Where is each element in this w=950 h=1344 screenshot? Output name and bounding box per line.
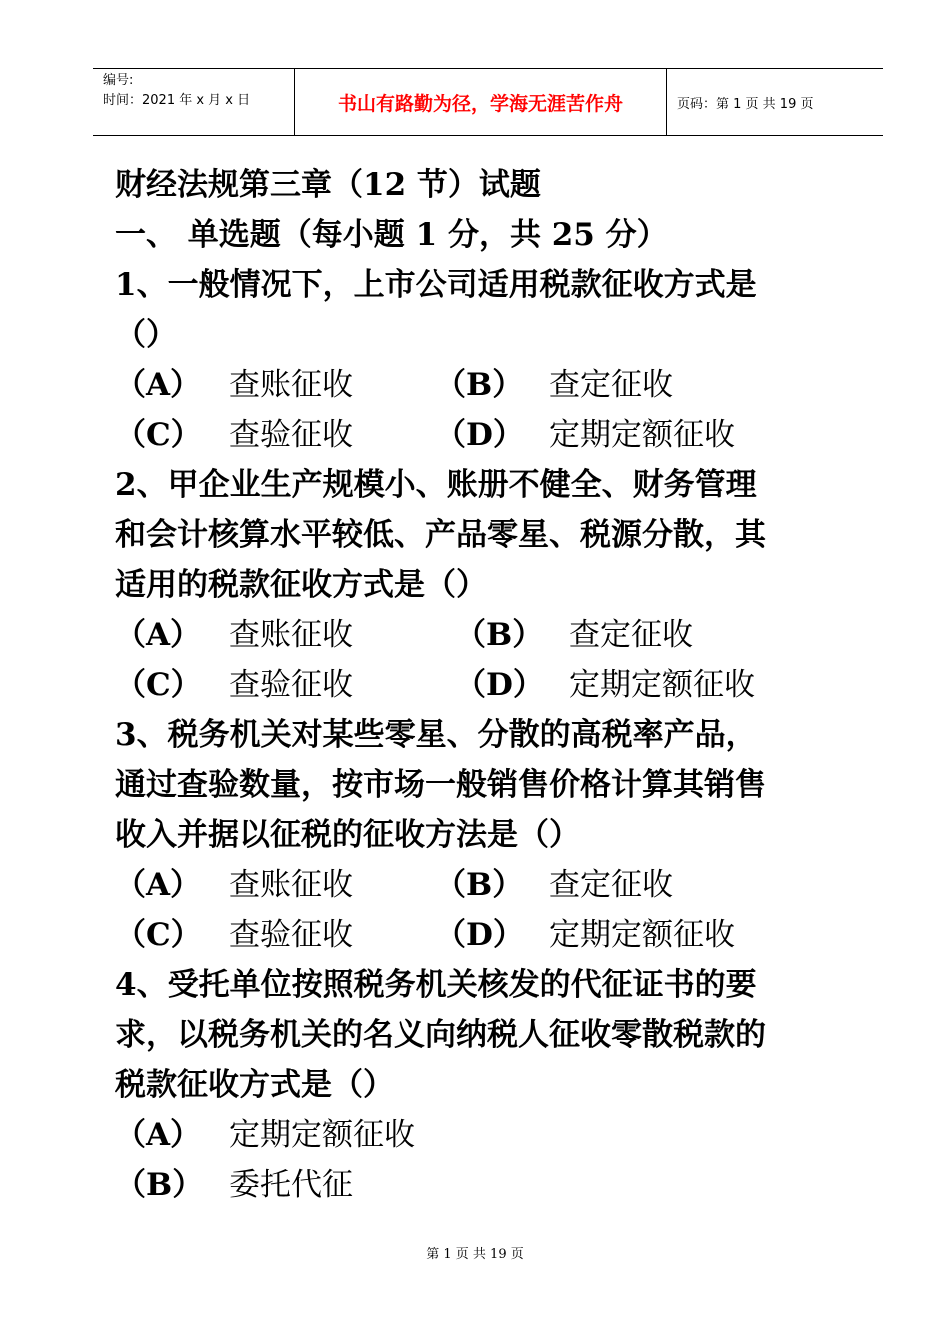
- question-3-line-2: 通过查验数量，按市场一般销售价格计算其销售: [115, 767, 766, 803]
- option-key: （B）: [435, 367, 524, 403]
- question-1-line-2: （）: [115, 317, 177, 353]
- question-4-options-row-1: [115, 1110, 875, 1160]
- document-title: 财经法规第三章（12 节）试题: [115, 167, 541, 203]
- option-text: 定期定额征收: [549, 917, 735, 953]
- option-key: （C）: [115, 667, 202, 703]
- option-text: 查定征收: [549, 867, 673, 903]
- question-4-line-2: 求，以税务机关的名义向纳税人征收零散税款的: [115, 1017, 766, 1053]
- question-3-option-c: [115, 910, 435, 960]
- option-key: （D）: [455, 667, 544, 703]
- option-key: （B）: [435, 867, 524, 903]
- option-key: （D）: [435, 917, 524, 953]
- option-key: （B）: [455, 617, 544, 653]
- question-3-option-a: [115, 860, 435, 910]
- option-text: 定期定额征收: [549, 417, 735, 453]
- option-text: 查验征收: [229, 667, 353, 703]
- question-3-line-1: 3、税务机关对某些零星、分散的高税率产品，: [115, 717, 757, 753]
- question-1-option-b: [435, 360, 673, 410]
- question-2-option-d: [455, 660, 755, 710]
- question-1-options-row-1: [115, 360, 875, 410]
- question-2-line-3: 适用的税款征收方式是（）: [115, 567, 487, 603]
- question-2-options-row-1: [115, 610, 875, 660]
- option-text: 查定征收: [569, 617, 693, 653]
- question-1-option-d: [435, 410, 735, 460]
- page-header: [93, 68, 883, 136]
- question-3-line-3: 收入并据以征税的征收方法是（）: [115, 817, 580, 853]
- header-number-label: 编号:: [103, 73, 134, 88]
- option-text: 定期定额征收: [229, 1117, 415, 1153]
- option-key: （A）: [115, 867, 202, 903]
- question-1-options-row-2: [115, 410, 875, 460]
- header-motto: 书山有路勤为径，学海无涯苦作舟: [295, 69, 667, 135]
- question-4-option-a: [115, 1110, 415, 1160]
- option-key: （D）: [435, 417, 524, 453]
- option-key: （C）: [115, 917, 202, 953]
- option-key: （A）: [115, 367, 202, 403]
- question-3-options-row-1: [115, 860, 875, 910]
- question-2-option-c: [115, 660, 455, 710]
- question-3-options-row-2: [115, 910, 875, 960]
- question-4-options-row-2: [115, 1160, 875, 1210]
- header-page-info: 页码：第 1 页 共 19 页: [677, 96, 814, 112]
- header-time-label: 时间：2021 年 x 月 x 日: [103, 93, 251, 108]
- section-heading: 一、 单选题（每小题 1 分，共 25 分）: [115, 217, 668, 253]
- question-1-option-c: [115, 410, 435, 460]
- option-text: 查定征收: [549, 367, 673, 403]
- question-1-line-1: 1、一般情况下，上市公司适用税款征收方式是: [115, 267, 757, 303]
- option-key: （C）: [115, 417, 202, 453]
- question-3-option-d: [435, 910, 735, 960]
- question-2-options-row-2: [115, 660, 875, 710]
- option-text: 查账征收: [229, 617, 353, 653]
- question-4-line-3: 税款征收方式是（）: [115, 1067, 394, 1103]
- question-4-option-b: [115, 1160, 353, 1210]
- option-text: 查账征收: [229, 367, 353, 403]
- option-text: 定期定额征收: [569, 667, 755, 703]
- question-2-option-b: [455, 610, 693, 660]
- question-2-option-a: [115, 610, 455, 660]
- option-text: 查验征收: [229, 417, 353, 453]
- document-body: [115, 160, 875, 1210]
- option-text: 查账征收: [229, 867, 353, 903]
- question-1-option-a: [115, 360, 435, 410]
- question-3-option-b: [435, 860, 673, 910]
- header-meta: [93, 69, 295, 135]
- question-2-line-2: 和会计核算水平较低、产品零星、税源分散，其: [115, 517, 766, 553]
- option-key: （A）: [115, 617, 202, 653]
- option-key: （A）: [115, 1117, 202, 1153]
- option-text: 查验征收: [229, 917, 353, 953]
- question-2-line-1: 2、甲企业生产规模小、账册不健全、财务管理: [115, 467, 757, 503]
- option-text: 委托代征: [229, 1167, 353, 1203]
- page-footer: 第 1 页 共 19 页: [426, 1247, 524, 1262]
- option-key: （B）: [115, 1167, 204, 1203]
- question-4-line-1: 4、受托单位按照税务机关核发的代征证书的要: [115, 967, 757, 1003]
